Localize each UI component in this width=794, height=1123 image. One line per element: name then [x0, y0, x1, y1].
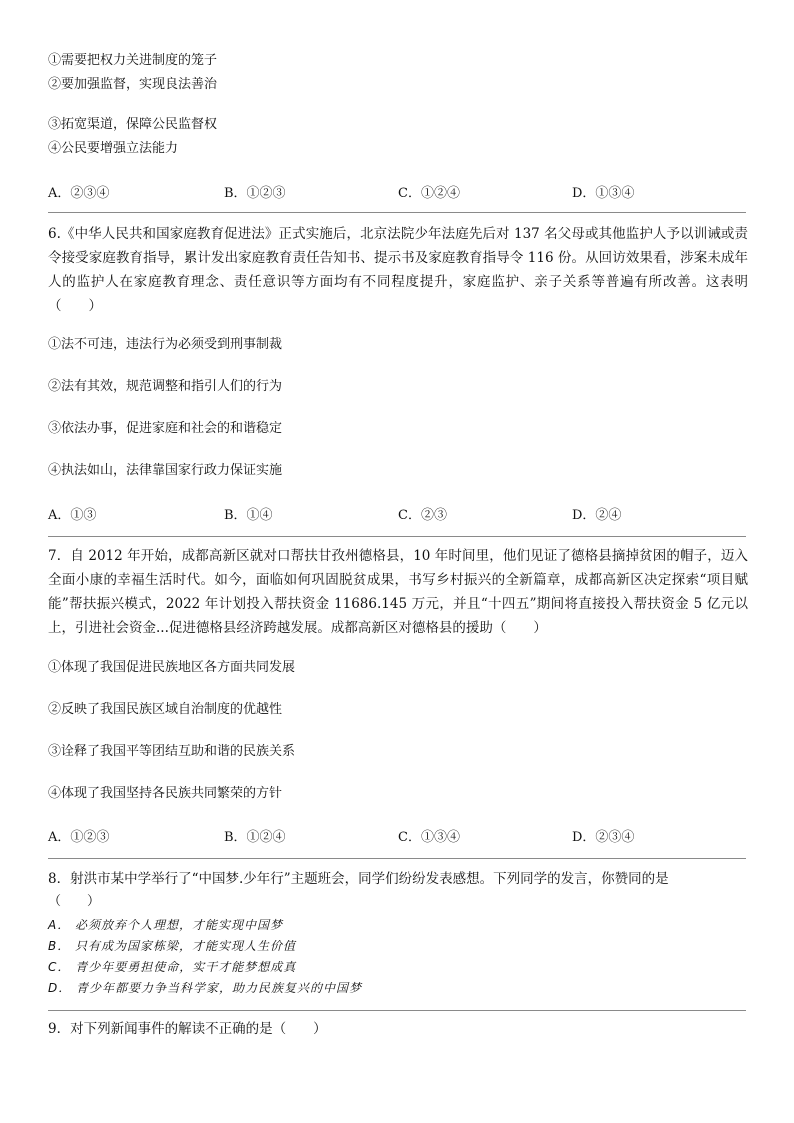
q5-statement-2: ②要加强监督，实现良法善治 [48, 77, 218, 92]
q6-option-a[interactable]: A．①③ [48, 508, 97, 523]
question-divider [48, 858, 746, 859]
question-divider [48, 212, 746, 213]
q5-statement-4: ④公民要增强立法能力 [48, 141, 179, 156]
q5-option-c[interactable]: C．①②④ [398, 186, 460, 201]
q8-option-a[interactable]: A． 必须放弃个人理想，才能实现中国梦 [48, 918, 284, 932]
q6-stem: 6.《中华人民共和国家庭教育促进法》正式实施后，北京法院少年法庭先后对 137 名父母或其他监护人予以训诫或责令接受家庭教育指导，累计发出家庭教育责任告知书、提示书及家庭教育指导令 116 份。从回访效果看，涉案未成年人的监护人在家庭教育理念、责任意识等方面均有不同程度提升，家庭监护、亲子关系等普遍有所改善。这表明（ ） [48, 226, 748, 314]
q6-statement-3: ③依法办事，促进家庭和社会的和谐稳定 [48, 421, 283, 436]
q7-stem: 7．自 2012 年开始，成都高新区就对口帮扶甘孜州德格县，10 年时间里，他们见证了德格县摘掉贫困的帽子，迈入全面小康的幸福生活时代。如今，面临如何巩固脱贫成果，书写乡村振兴的全新篇章，成都高新区决定探索“项目赋能”帮扶振兴模式，2022 年计划投入帮扶资金 11686.145 万元，并且“十四五”期间将直接投入帮扶资金 5 亿元以上，引进社会资金...促进德格县经济跨越发展。成都高新区对德格县的援助（ ） [48, 548, 748, 636]
q6-statement-1: ①法不可违，违法行为必须受到刑事制裁 [48, 337, 283, 352]
q7-option-a[interactable]: A．①②③ [48, 830, 110, 845]
q7-statement-4: ④体现了我国坚持各民族共同繁荣的方针 [48, 786, 283, 801]
q6-option-d[interactable]: D．②④ [572, 508, 622, 523]
question-divider [48, 536, 746, 537]
q8-stem-line-1: 8．射洪市某中学举行了“中国梦.少年行”主题班会，同学们纷纷发表感想。下列同学的发言，你赞同的是 [48, 871, 669, 887]
q6-option-c[interactable]: C．②③ [398, 508, 447, 523]
q7-statement-1: ①体现了我国促进民族地区各方面共同发展 [48, 660, 296, 675]
q9-stem: 9．对下列新闻事件的解读不正确的是（ ） [48, 1021, 327, 1037]
q5-option-b[interactable]: B．①②③ [224, 186, 286, 201]
q7-statement-3: ③诠释了我国平等团结互助和谐的民族关系 [48, 744, 296, 759]
q7-option-b[interactable]: B．①②④ [224, 830, 286, 845]
q8-stem-line-2: （ ） [48, 894, 101, 909]
q7-options [48, 826, 748, 844]
q6-statement-4: ④执法如山，法律靠国家行政力保证实施 [48, 463, 283, 478]
q8-option-d[interactable]: D． 青少年都要力争当科学家，助力民族复兴的中国梦 [48, 981, 363, 995]
q5-option-a[interactable]: A．②③④ [48, 186, 110, 201]
question-divider [48, 1010, 746, 1011]
q6-option-b[interactable]: B．①④ [224, 508, 273, 523]
q5-option-d[interactable]: D．①③④ [572, 186, 635, 201]
q6-statement-2: ②法有其效，规范调整和指引人们的行为 [48, 379, 283, 394]
q7-statement-2: ②反映了我国民族区域自治制度的优越性 [48, 702, 283, 717]
q5-statement-1: ①需要把权力关进制度的笼子 [48, 53, 218, 68]
q5-options [48, 182, 748, 200]
q7-option-d[interactable]: D．②③④ [572, 830, 635, 845]
q6-options [48, 504, 748, 522]
q5-statement-3: ③拓宽渠道，保障公民监督权 [48, 117, 218, 132]
q7-option-c[interactable]: C．①③④ [398, 830, 460, 845]
q8-option-b[interactable]: B． 只有成为国家栋梁，才能实现人生价值 [48, 939, 297, 953]
q8-option-c[interactable]: C． 青少年要勇担使命，实干才能梦想成真 [48, 960, 297, 974]
